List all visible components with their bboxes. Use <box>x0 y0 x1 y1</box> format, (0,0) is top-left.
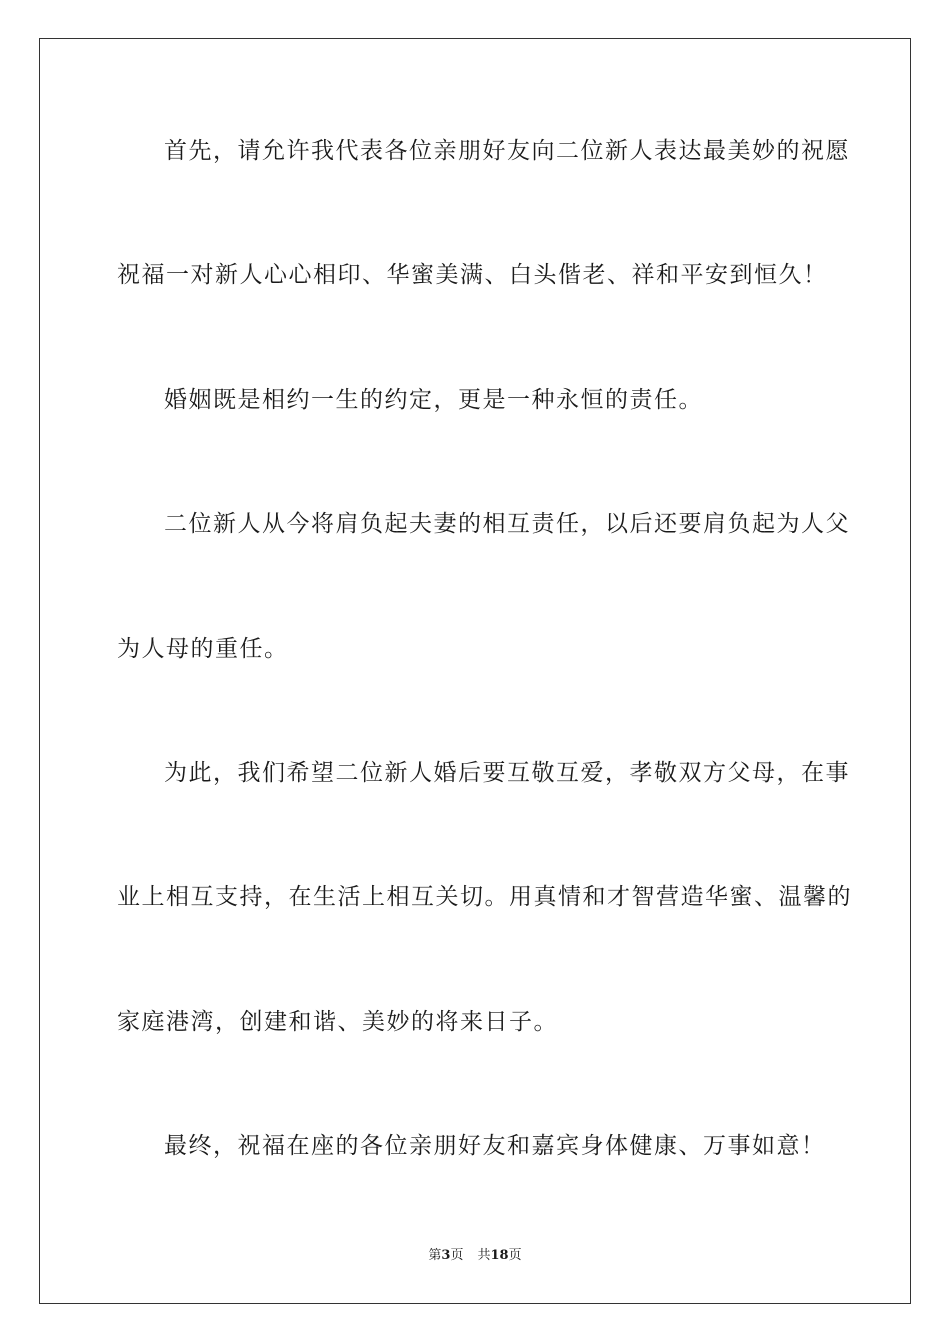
page-number: 3 <box>441 1248 451 1263</box>
total-suffix: 页 <box>508 1248 522 1263</box>
paragraph-line: 家庭港湾，创建和谐、美妙的将来日子。 <box>117 1009 558 1035</box>
paragraph-line: 为人母的重任。 <box>117 636 289 662</box>
paragraph-line: 最终，祝福在座的各位亲朋好友和嘉宾身体健康、万事如意！ <box>164 1133 826 1159</box>
paragraph-line: 业上相互支持，在生活上相互关切。用真情和才智营造华蜜、温馨的 <box>117 884 852 910</box>
paragraph-line: 婚姻既是相约一生的约定，更是一种永恒的责任。 <box>164 387 703 413</box>
paragraph-line: 首先，请允许我代表各位亲朋好友向二位新人表达最美妙的祝愿 <box>164 138 850 164</box>
page-footer <box>0 1246 950 1266</box>
paragraph-line: 祝福一对新人心心相印、华蜜美满、白头偕老、祥和平安到恒久！ <box>117 262 828 288</box>
paragraph-line: 为此，我们希望二位新人婚后要互敬互爱，孝敬双方父母，在事 <box>164 760 850 786</box>
total-prefix: 共 <box>477 1248 491 1263</box>
page-suffix: 页 <box>450 1248 464 1263</box>
page-border <box>39 38 911 1304</box>
total-pages: 18 <box>490 1248 509 1263</box>
page-prefix: 第 <box>428 1248 442 1263</box>
paragraph-line: 二位新人从今将肩负起夫妻的相互责任，以后还要肩负起为人父 <box>164 511 850 537</box>
